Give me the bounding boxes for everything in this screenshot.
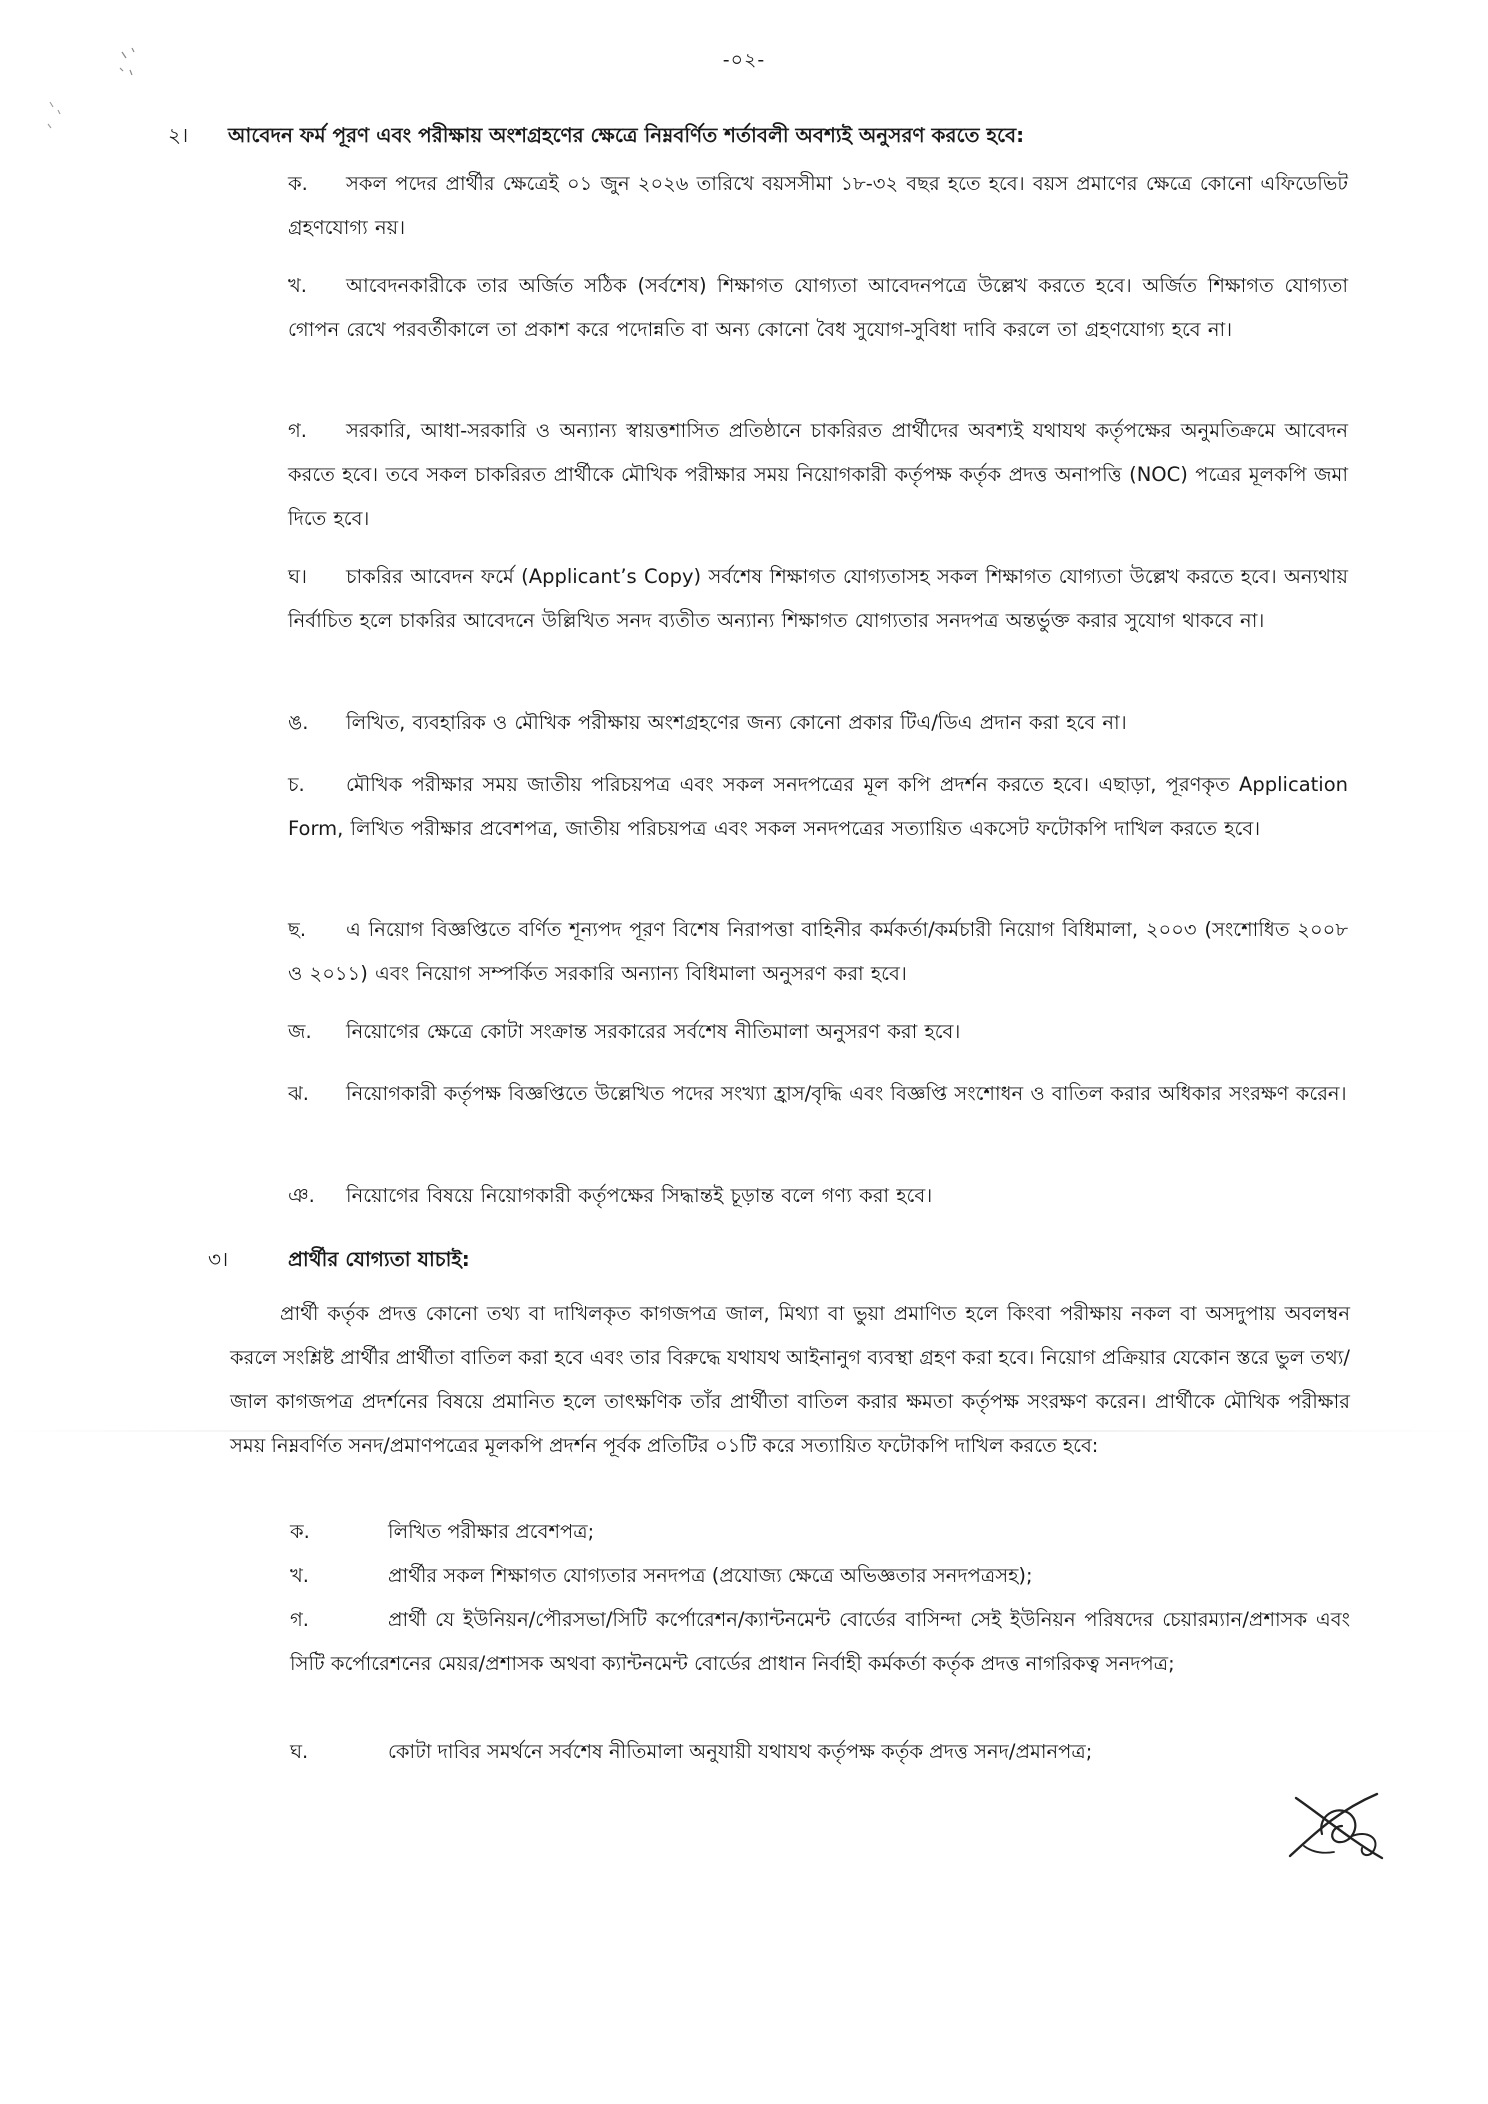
document-item-kha xyxy=(290,1554,1350,1598)
clause-label: চ. xyxy=(288,773,305,796)
document-item-gha xyxy=(290,1730,1350,1774)
clause-text: লিখিত, ব্যবহারিক ও মৌখিক পরীক্ষায় অংশগ্রহণের জন্য কোনো প্রকার টিএ/ডিএ প্রদান করা হবে না। xyxy=(346,711,1127,734)
page-number: -০২- xyxy=(722,49,766,71)
clause-nya xyxy=(288,1174,1348,1218)
clause-gha xyxy=(288,555,1348,643)
clause-text: সরকারি, আধা-সরকারি ও অন্যান্য স্বায়ত্তশাসিত প্রতিষ্ঠানে চাকরিরত প্রার্থীদের অবশ্যই যথাযথ কর্তৃপক্ষের অনুমতিক্রমে আবেদন করতে হবে। তবে সকল চাকরিরত প্রার্থীকে মৌখিক পরীক্ষার সময় নিয়োগকারী কর্তৃপক্ষ কর্তৃক প্রদত্ত অনাপত্তি (NOC) পত্রের মূলকপি জমা দিতে হবে। xyxy=(288,419,1348,530)
clause-label: ঝ. xyxy=(288,1082,309,1105)
clause-text: নিয়োগকারী কর্তৃপক্ষ বিজ্ঞপ্তিতে উল্লেখিত পদের সংখ্যা হ্রাস/বৃদ্ধি এবং বিজ্ঞপ্তি সংশোধন ও বাতিল করার অধিকার সংরক্ষণ করেন। xyxy=(346,1082,1347,1105)
clause-label: ছ. xyxy=(288,918,307,941)
clause-text: এ নিয়োগ বিজ্ঞপ্তিতে বর্ণিত শূন্যপদ পূরণ বিশেষ নিরাপত্তা বাহিনীর কর্মকর্তা/কর্মচারী নিয়োগ বিধিমালা, ২০০৩ (সংশোধিত ২০০৮ ও ২০১১) এবং নিয়োগ সম্পর্কিত সরকারি অন্যান্য বিধিমালা অনুসরণ করা হবে। xyxy=(288,918,1348,985)
clause-kha xyxy=(288,264,1348,352)
document-item-ka xyxy=(290,1510,1350,1554)
clause-ka xyxy=(288,162,1348,250)
section-2-heading-text: আবেদন ফর্ম পূরণ এবং পরীক্ষায় অংশগ্রহণের ক্ষেত্রে নিম্নবর্ণিত শর্তাবলী অবশ্যই অনুসরণ করতে হবে: xyxy=(228,123,1025,147)
clause-label: ঞ. xyxy=(288,1184,315,1207)
clause-text: সকল পদের প্রার্থীর ক্ষেত্রেই ০১ জুন ২০২৬ তারিখে বয়সসীমা ১৮-৩২ বছর হতে হবে। বয়স প্রমাণের ক্ষেত্রে কোনো এফিডেভিট গ্রহণযোগ্য নয়। xyxy=(288,172,1348,239)
section-3-heading-text: প্রার্থীর যোগ্যতা যাচাই: xyxy=(288,1247,470,1271)
clause-jha xyxy=(288,1072,1348,1116)
clause-label: ঙ. xyxy=(288,711,309,734)
clause-text: আবেদনকারীকে তার অর্জিত সঠিক (সর্বশেষ) শিক্ষাগত যোগ্যতা আবেদনপত্রে উল্লেখ করতে হবে। অর্জিত শিক্ষাগত যোগ্যতা গোপন রেখে পরবর্তীকালে তা প্রকাশ করে পদোন্নতি বা অন্য কোনো বৈধ সুযোগ-সুবিধা দাবি করলে তা গ্রহণযোগ্য হবে না। xyxy=(288,274,1348,341)
clause-text: মৌখিক পরীক্ষার সময় জাতীয় পরিচয়পত্র এবং সকল সনদপত্রের মূল কপি প্রদর্শন করতে হবে। এছাড়া, পূরণকৃত Application Form, লিখিত পরীক্ষার প্রবেশপত্র, জাতীয় পরিচয়পত্র এবং সকল সনদপত্রের সত্যায়িত একসেট ফটোকপি দাখিল করতে হবে। xyxy=(288,773,1348,840)
item-text: কোটা দাবির সমর্থনে সর্বশেষ নীতিমালা অনুযায়ী যথাযথ কর্তৃপক্ষ কর্তৃক প্রদত্ত সনদ/প্রমানপত্র; xyxy=(388,1740,1093,1763)
document-item-ga xyxy=(290,1598,1350,1686)
clause-text: নিয়োগের বিষয়ে নিয়োগকারী কর্তৃপক্ষের সিদ্ধান্তই চূড়ান্ত বলে গণ্য করা হবে। xyxy=(346,1184,933,1207)
clause-text: চাকরির আবেদন ফর্মে (Applicant’s Copy) সর্বশেষ শিক্ষাগত যোগ্যতাসহ সকল শিক্ষাগত যোগ্যতা উল্লেখ করতে হবে। অন্যথায় নির্বাচিত হলে চাকরির আবেদনে উল্লিখিত সনদ ব্যতীত অন্যান্য শিক্ষাগত যোগ্যতার সনদপত্র অন্তর্ভুক্ত করার সুযোগ থাকবে না। xyxy=(288,565,1348,632)
clause-label: খ. xyxy=(288,274,308,297)
item-text: প্রার্থী যে ইউনিয়ন/পৌরসভা/সিটি কর্পোরেশন/ক্যান্টনমেন্ট বোর্ডের বাসিন্দা সেই ইউনিয়ন পরিষদের চেয়ারম্যান/প্রশাসক এবং সিটি কর্পোরেশনের মেয়র/প্রশাসক অথবা ক্যান্টনমেন্ট বোর্ডের প্রাধান নির্বাহী কর্মকর্তা কর্তৃক প্রদত্ত নাগরিকত্ব সনদপত্র; xyxy=(290,1608,1350,1675)
item-text: প্রার্থীর সকল শিক্ষাগত যোগ্যতার সনদপত্র (প্রযোজ্য ক্ষেত্রে অভিজ্ঞতার সনদপত্রসহ); xyxy=(388,1564,1033,1587)
clause-uma xyxy=(288,701,1348,745)
item-label: ক. xyxy=(290,1520,310,1543)
clause-label: জ. xyxy=(288,1020,312,1043)
clause-ga xyxy=(288,409,1348,541)
clause-text: নিয়োগের ক্ষেত্রে কোটা সংক্রান্ত সরকারের সর্বশেষ নীতিমালা অনুসরণ করা হবে। xyxy=(346,1020,961,1043)
section-2-heading xyxy=(168,120,1358,150)
scan-artifact-line xyxy=(0,1430,1488,1432)
clause-cha xyxy=(288,763,1348,851)
clause-label: গ. xyxy=(288,419,307,442)
signature-mark xyxy=(1282,1786,1392,1866)
section-2-number: ২। xyxy=(168,123,189,147)
item-label: খ. xyxy=(290,1564,310,1587)
section-3-number: ৩। xyxy=(208,1247,229,1271)
clause-label: ঘ। xyxy=(288,565,308,588)
verification-paragraph: প্রার্থী কর্তৃক প্রদত্ত কোনো তথ্য বা দাখিলকৃত কাগজপত্র জাল, মিথ্যা বা ভুয়া প্রমাণিত হলে কিংবা পরীক্ষায় নকল বা অসদুপায় অবলম্বন করলে সংশ্লিষ্ট প্রার্থীর প্রার্থীতা বাতিল করা হবে এবং তার বিরুদ্ধে যথাযথ আইনানুগ ব্যবস্থা গ্রহণ করা হবে। নিয়োগ প্রক্রিয়ার যেকোন স্তরে ভুল তথ্য/জাল কাগজপত্র প্রদর্শনের বিষয়ে প্রমানিত হলে তাৎক্ষণিক তাঁর প্রার্থীতা বাতিল করার ক্ষমতা কর্তৃপক্ষ সংরক্ষণ করেন। প্রার্থীকে মৌখিক পরীক্ষার সময় নিম্নবর্ণিত সনদ/প্রমাণপত্রের মূলকপি প্রদর্শন পূর্বক প্রতিটির ০১টি করে সত্যায়িত ফটোকপি দাখিল করতে হবে: xyxy=(230,1302,1350,1457)
clause-chha xyxy=(288,908,1348,996)
item-text: লিখিত পরীক্ষার প্রবেশপত্র; xyxy=(388,1520,595,1543)
clause-ja xyxy=(288,1010,1348,1054)
clause-label: ক. xyxy=(288,172,308,195)
section-3-heading xyxy=(208,1244,1418,1274)
item-label: ঘ. xyxy=(290,1740,309,1763)
item-label: গ. xyxy=(290,1608,309,1631)
